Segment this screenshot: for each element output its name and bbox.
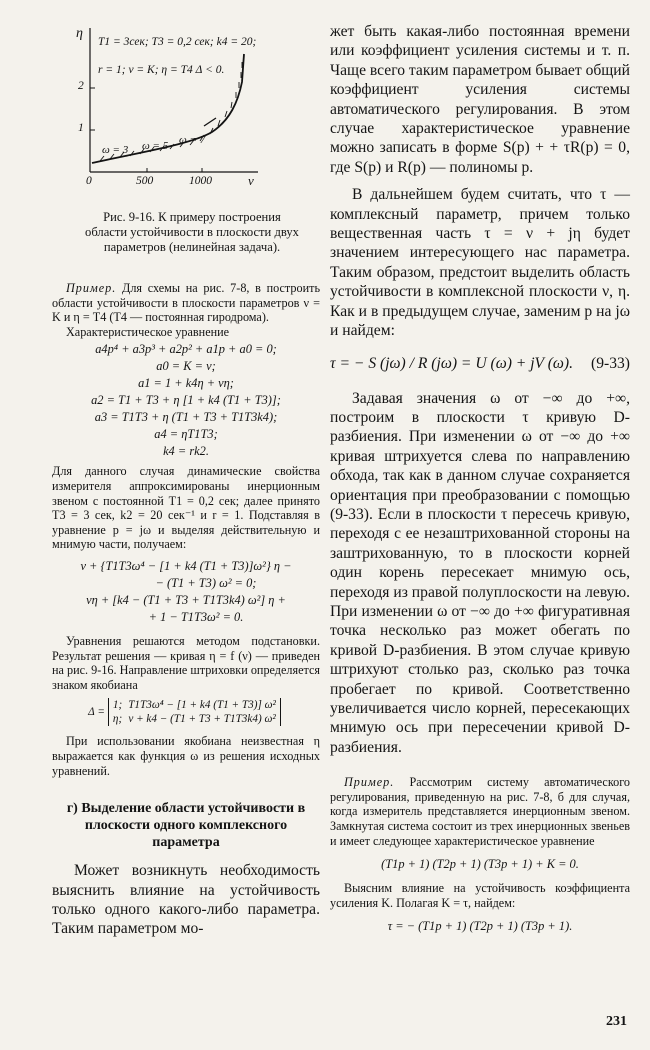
left-column (52, 22, 320, 939)
section-heading: г) Выделение области устойчивости в плоскости одного комплексного параметра (66, 801, 306, 851)
figure-params-2: r = 1; ν = K; η = T4 Δ < 0. (98, 64, 225, 76)
y-axis-label: η (76, 26, 83, 41)
equation-row: a4 = ηT1T3; (154, 427, 218, 442)
y-tick-label-1: 1 (78, 122, 84, 134)
continued-paragraph (330, 22, 630, 341)
example-2-label: Пример. (344, 775, 395, 790)
figure-params-1: T1 = 3сек; T3 = 0,2 сек; k4 = 20; (98, 36, 257, 48)
solve-text: Уравнения решаются методом подстановки. Результат решения — кривая η = f (ν) — приведен на рис. 9-16. Направление штриховки определяется знаком якобиана (52, 633, 320, 692)
find-paragraph (330, 881, 630, 910)
continued-text: жет быть какая-либо постоянная времени или коэффициент усиления системы и т. п. Чаще всего таким параметром бывает общий коэффициент усиления системы автоматического регулирования. В этом случае характеристическое уравнение можно записать в форме S(p) + + τR(p) = 0, где S(p) и R(p) — полиномы p. (330, 23, 630, 176)
omega-label-7: ω = 7 (179, 134, 206, 146)
x-tick-label-1000: 1000 (189, 175, 212, 187)
example-1-text: Для схемы на рис. 7-8, в построить области устойчивости в плоскости параметров ν = K и η = T4 (T4 — постоянная гиродрома). (52, 281, 320, 325)
case-text: Для данного случая динамические свойства измерителя аппроксимированы инерционным звеном с постоянной T1 = 0,2 сек; далее принято T3 = 3 сек, k2 = 20 сек⁻¹ и r = 1. Подставляя в уравнение p = jω и выделяя действительную и мнимую части, получаем: (52, 464, 320, 552)
char-eq-label: Характеристическое уравнение (66, 324, 230, 339)
jacobian-text: При использовании якобиана неизвестная η выражается как функция ω из решения исходных уравнений. (52, 734, 320, 778)
x-tick-label-500: 500 (136, 175, 154, 187)
system-equations (52, 558, 320, 626)
jacobian (52, 698, 320, 726)
page-number: 231 (606, 1014, 627, 1029)
figure-plot (52, 22, 320, 202)
jacobian-cell: T1T3ω⁴ − [1 + k4 (T1 + T3)] ω² (128, 699, 276, 712)
values-text: Задавая значения ω от −∞ до +∞, построим в плоскости τ кривую D-разбиения. При изменении ω от −∞ до +∞ кривая штрихуется слева по направлению обхода, так как в данном случае сохраняется ориентация при преобразовании с помощью (9-33). Если в плоскости τ пересечь кривую, переходя с ее незаштрихованной стороны на заштрихованную, то в плоскости корней один корень пересекает мнимую ось, переходя из правой полуплоскости на левую. При изменении ω от −∞ до +∞ фигуративная точка несколько раз может обегать по кривой D-разбиения. В этом случае кривую штрихуют столько раз, сколько раз точка пробегает по кривой. Соответственно увеличивается число корней, пересекающих мнимую ось при пересечении кривой D-разбиения. (330, 389, 630, 756)
example-1 (52, 281, 320, 339)
x-tick-label-0: 0 (86, 175, 92, 187)
section-paragraph (52, 861, 320, 939)
omega-label-3: ω = 3 (102, 144, 129, 156)
tau-equation: τ = − (T1p + 1) (T2p + 1) (T3p + 1). (387, 919, 573, 934)
jacobian-cell: 1; (112, 699, 123, 712)
coefficient-equations (52, 341, 320, 460)
section-text: Может возникнуть необходимость выяснить влияние на устойчивость только одного какого-либо параметра. Таким параметром мо- (52, 862, 320, 938)
jacobian-cell: η; (112, 713, 123, 726)
direction-arrow (204, 118, 216, 126)
jacobian-cell: ν + k4 − (T1 + T3 + T1T3k4) ω² (128, 713, 276, 726)
equation-row: − (T1 + T3) ω² = 0; (155, 575, 257, 590)
example-2 (330, 775, 630, 848)
char-equation-2: (T1p + 1) (T2p + 1) (T3p + 1) + K = 0. (381, 857, 579, 872)
equation-row: a0 = K = ν; (156, 359, 216, 374)
find-text: Выясним влияние на устойчивость коэффициента усиления K. Полагая K = τ, найдем: (330, 881, 630, 910)
jacobian-paragraph (52, 734, 320, 778)
equation-row: a1 = 1 + k4η + νη; (138, 376, 234, 391)
figure-9-16 (52, 22, 320, 202)
equation-row: + 1 − T1T3ω² = 0. (148, 609, 244, 624)
jacobian-lhs: Δ = (88, 706, 105, 719)
example-1-label: Пример. (66, 281, 117, 295)
further-text: В дальнейшем будем считать, что τ — комплексный параметр, причем только вещественная часть τ = ν + jη будет значением интересующего нас параметра. Таким образом, предстоит выделить область устойчивости в комплексной плоскости ν, η. Как и в предыдущем случае, заменим p на jω и найдем: (330, 186, 630, 340)
equation-9-33-number: (9-33) (591, 354, 630, 372)
equation-row: a4p⁴ + a3p³ + a2p² + a1p + a0 = 0; (95, 342, 277, 357)
figure-caption: Рис. 9-16. К примеру построения области устойчивости в плоскости двух параметров (нелинейная задача). (85, 210, 299, 254)
solve-paragraph (52, 634, 320, 692)
right-column (330, 22, 630, 935)
equation-row: νη + [k4 − (T1 + T3 + T1T3k4) ω²] η + (86, 592, 286, 607)
equation-9-33-body: τ = − S (jω) / R (jω) = U (ω) + jV (ω). (330, 354, 573, 372)
x-axis-label: ν (248, 173, 254, 188)
equation-row: ν + {T1T3ω⁴ − [1 + k4 (T1 + T3)]ω²} η − (80, 558, 292, 573)
equation-9-33 (330, 353, 630, 375)
jacobian-matrix (108, 698, 281, 726)
equation-row: a3 = T1T3 + η (T1 + T3 + T1T3k4); (94, 410, 278, 425)
y-tick-label-2: 2 (78, 80, 84, 92)
values-paragraph (330, 389, 630, 758)
omega-label-5: ω = 5 (142, 140, 169, 152)
equation-row: k4 = rk2. (163, 444, 209, 459)
case-paragraph (52, 464, 320, 552)
example-2-text: Рассмотрим систему автоматического регулирования, приведенную на рис. 7-8, б для случая, когда измеритель представляется инерционным звеном. Замкнутая система состоит из трех инерционных звеньев и имеет следующее характеристическое уравнение (330, 775, 631, 848)
equation-row: a2 = T1 + T3 + η [1 + k4 (T1 + T3)]; (91, 393, 281, 408)
